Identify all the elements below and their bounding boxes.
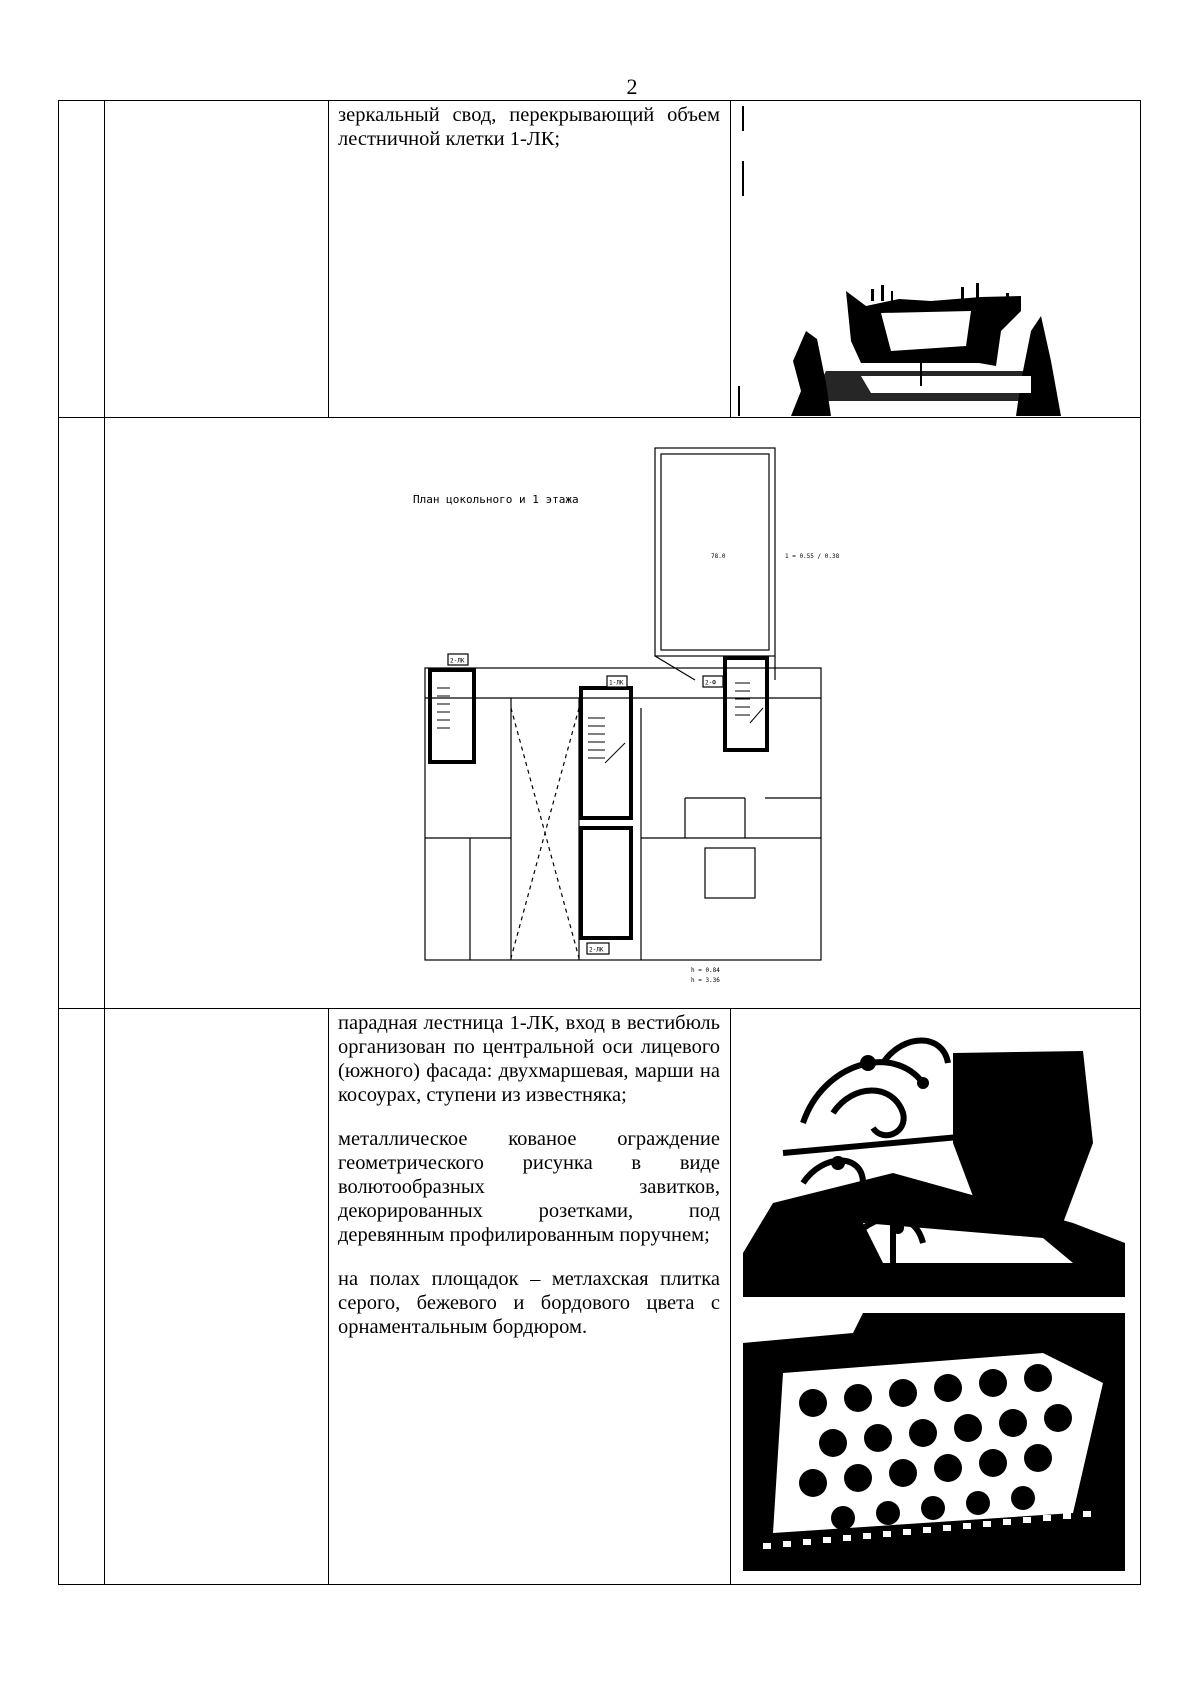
description-text: парадная лестница 1-ЛК, вход в вестибюль организован по центральной оси лицевого (южного) фасада: двухмаршевая, марши на косоурах, ступени из известняка;	[338, 1012, 720, 1106]
table-row	[59, 1009, 1141, 1585]
description-cell	[329, 101, 731, 418]
plan-area: 78.0	[711, 553, 726, 560]
table-row	[59, 101, 1141, 418]
floor-plan-drawing	[105, 418, 1139, 1006]
plan-cell	[105, 418, 1141, 1009]
metlakh-tile-floor-photo	[743, 1313, 1125, 1571]
plan-tag: 2-ЛК	[589, 946, 604, 954]
index-cell	[59, 1009, 105, 1585]
page-number: 2	[626, 74, 638, 99]
wrought-iron-railing-photo	[743, 1023, 1125, 1297]
plan-bottom-note: h = 3.36	[691, 977, 720, 984]
plan-tag: 2-ЛК	[450, 657, 465, 665]
index-cell	[59, 418, 105, 1009]
description-text: металлическое кованое ограждение геометрического рисунка в виде волютообразных завитков, декорированных розетками, под деревянным профилированным поручнем;	[338, 1128, 720, 1246]
index-cell	[59, 101, 105, 418]
plan-bottom-note: h = 0.84	[691, 967, 720, 974]
photo-cell	[731, 1009, 1141, 1585]
vaulted-ceiling-photo	[731, 101, 1139, 416]
plan-tag: 2-Ф	[705, 679, 716, 687]
table-row	[59, 418, 1141, 1009]
heritage-table	[58, 100, 1141, 1585]
plan-title: План цокольного и 1 этажа	[413, 493, 579, 506]
plan-tag: 1-ЛК	[609, 679, 624, 687]
name-cell	[105, 101, 329, 418]
name-cell	[105, 1009, 329, 1585]
photo-cell	[731, 101, 1141, 418]
description-text: на полах площадок – метлахская плитка серого, бежевого и бордового цвета с орнаментальным бордюром.	[338, 1268, 720, 1338]
plan-side-note: 1 = 0.55 / 0.38	[785, 553, 840, 560]
description-cell	[329, 1009, 731, 1585]
description-text: зеркальный свод, перекрывающий объем лестничной клетки 1-ЛК;	[338, 104, 720, 150]
